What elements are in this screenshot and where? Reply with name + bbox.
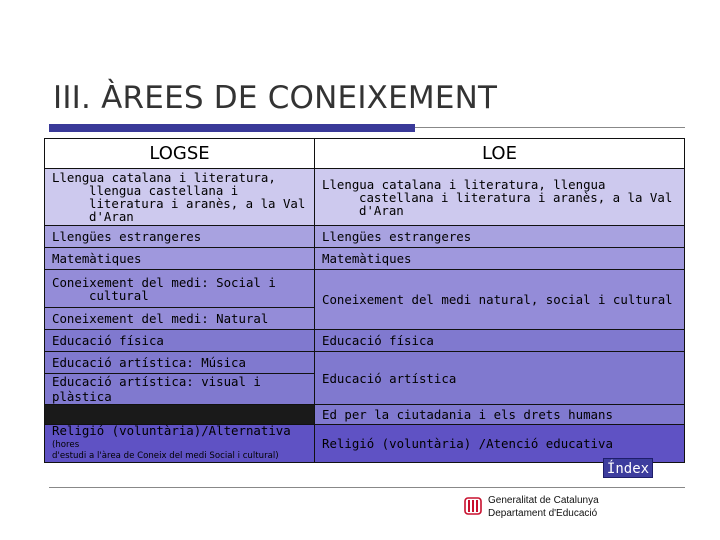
table-cell: Coneixement del medi: Natural [45,308,315,330]
page-title: III. ÀREES DE CONEIXEMENT [53,80,498,116]
table-cell: Llengües estrangeres [315,226,685,248]
table-cell: Religió (voluntària) /Atenció educativa [315,425,685,463]
table-row [45,352,685,374]
religion-label: Religió (voluntària)/Alternativa [52,424,291,438]
table-cell: Ed per la ciutadania i els drets humans [315,405,685,425]
title-underline-rule [415,127,685,128]
table-cell: Coneixement del medi natural, social i cultural [315,270,685,330]
table-row [45,405,685,425]
generalitat-senyera-icon [463,496,483,516]
table-cell [45,425,315,463]
comparison-table [44,138,685,463]
table-cell [45,405,315,425]
table-cell: Coneixement del medi: Social i cultural [45,270,315,308]
table-cell: Matemàtiques [315,248,685,270]
column-header-logse: LOGSE [45,139,315,169]
table-row [45,330,685,352]
index-button[interactable]: Índex [603,458,653,478]
column-header-loe: LOE [315,139,685,169]
table-cell: Educació física [315,330,685,352]
table-cell: Educació física [45,330,315,352]
religion-note-detail: d'estudi a l'àrea de Coneix del medi Social i cultural) [52,451,279,461]
table-row [45,248,685,270]
org-name: Generalitat de Catalunya [488,495,599,506]
table-header-row [45,139,685,169]
department-name: Departament d'Educació [488,508,598,519]
footer-divider [49,487,685,488]
table-cell: Llengües estrangeres [45,226,315,248]
table-row [45,226,685,248]
table-row [45,425,685,463]
table-row [45,169,685,226]
table-cell: Educació artística: visual i plàstica [45,374,315,405]
table-cell: Educació artística [315,352,685,405]
religion-note: (hores [52,440,80,450]
table-cell: Llengua catalana i literatura, llengua castellana i literatura i aranès, a la Val d'Aran [315,169,685,226]
table-cell: Matemàtiques [45,248,315,270]
table-row [45,270,685,308]
table-cell: Educació artística: Música [45,352,315,374]
table-cell: Llengua catalana i literatura, llengua castellana i literatura i aranès, a la Val d'Aran [45,169,315,226]
title-underline-bar [49,124,415,132]
